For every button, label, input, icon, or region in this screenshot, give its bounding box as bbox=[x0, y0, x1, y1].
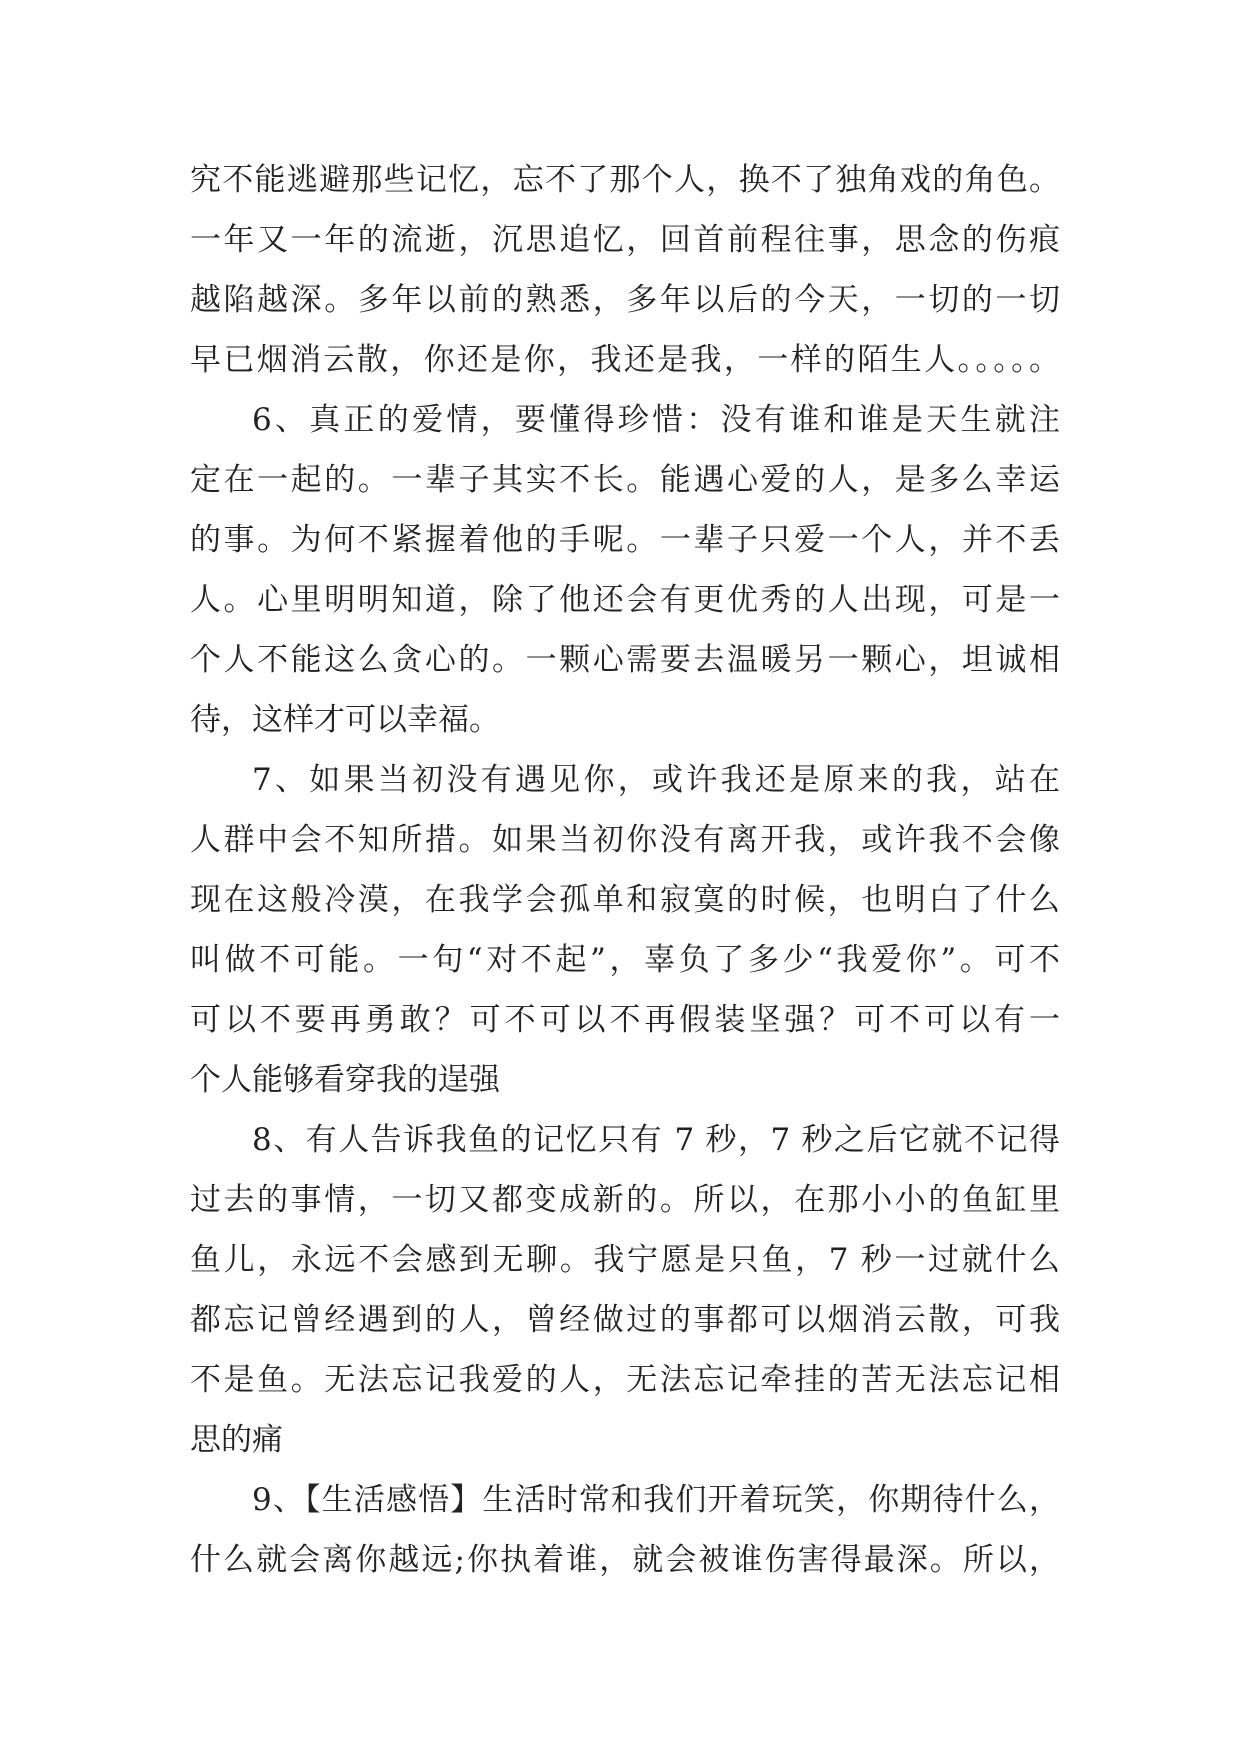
text-line: 过去的事情，一切又都变成新的。所以，在那小小的鱼缸里 bbox=[190, 1182, 1060, 1218]
text-line: 个人能够看穿我的逞强 bbox=[190, 1062, 500, 1098]
text-line: 思的痛 bbox=[190, 1422, 283, 1458]
text-line: 可以不要再勇敢？可不可以不再假装坚强？可不可以有一 bbox=[190, 1002, 1060, 1038]
text-line: 叫做不可能。一句“对不起”，辜负了多少“我爱你”。可不 bbox=[190, 942, 1060, 978]
paragraph-9-start: 9、【生活感悟】生活时常和我们开着玩笑，你期待什么， bbox=[252, 1482, 1060, 1518]
text-line: 人。心里明明知道，除了他还会有更优秀的人出现，可是一 bbox=[190, 582, 1060, 618]
text-line: 一年又一年的流逝，沉思追忆，回首前程往事，思念的伤痕 bbox=[190, 222, 1060, 258]
text-line: 鱼儿，永远不会感到无聊。我宁愿是只鱼，7 秒一过就什么 bbox=[190, 1242, 1060, 1278]
text-line: 人群中会不知所措。如果当初你没有离开我，或许我不会像 bbox=[190, 822, 1060, 858]
body-text bbox=[190, 150, 1060, 1590]
text-line: 越陷越深。多年以前的熟悉，多年以后的今天，一切的一切 bbox=[190, 282, 1060, 318]
text-line: 不是鱼。无法忘记我爱的人，无法忘记牵挂的苦无法忘记相 bbox=[190, 1362, 1060, 1398]
text-line: 都忘记曾经遇到的人，曾经做过的事都可以烟消云散，可我 bbox=[190, 1302, 1060, 1338]
text-line: 待，这样才可以幸福。 bbox=[190, 702, 500, 738]
text-line: 定在一起的。一辈子其实不长。能遇心爱的人，是多么幸运 bbox=[190, 462, 1060, 498]
paragraph-8-start: 8、有人告诉我鱼的记忆只有 7 秒，7 秒之后它就不记得 bbox=[252, 1122, 1060, 1158]
text-line: 个人不能这么贪心的。一颗心需要去温暖另一颗心，坦诚相 bbox=[190, 642, 1060, 678]
text-line: 究不能逃避那些记忆，忘不了那个人，换不了独角戏的角色。 bbox=[190, 162, 1060, 198]
text-line: 早已烟消云散，你还是你，我还是我，一样的陌生人。。。。。 bbox=[190, 342, 1060, 378]
text-line: 现在这般冷漠，在我学会孤单和寂寞的时候，也明白了什么 bbox=[190, 882, 1060, 918]
paragraph-7-start: 7、如果当初没有遇见你，或许我还是原来的我，站在 bbox=[252, 762, 1060, 798]
text-line: 的事。为何不紧握着他的手呢。一辈子只爱一个人，并不丢 bbox=[190, 522, 1060, 558]
text-line: 什么就会离你越远;你执着谁，就会被谁伤害得最深。所以， bbox=[190, 1542, 1060, 1578]
paragraph-6-start: 6、真正的爱情，要懂得珍惜：没有谁和谁是天生就注 bbox=[252, 402, 1060, 438]
